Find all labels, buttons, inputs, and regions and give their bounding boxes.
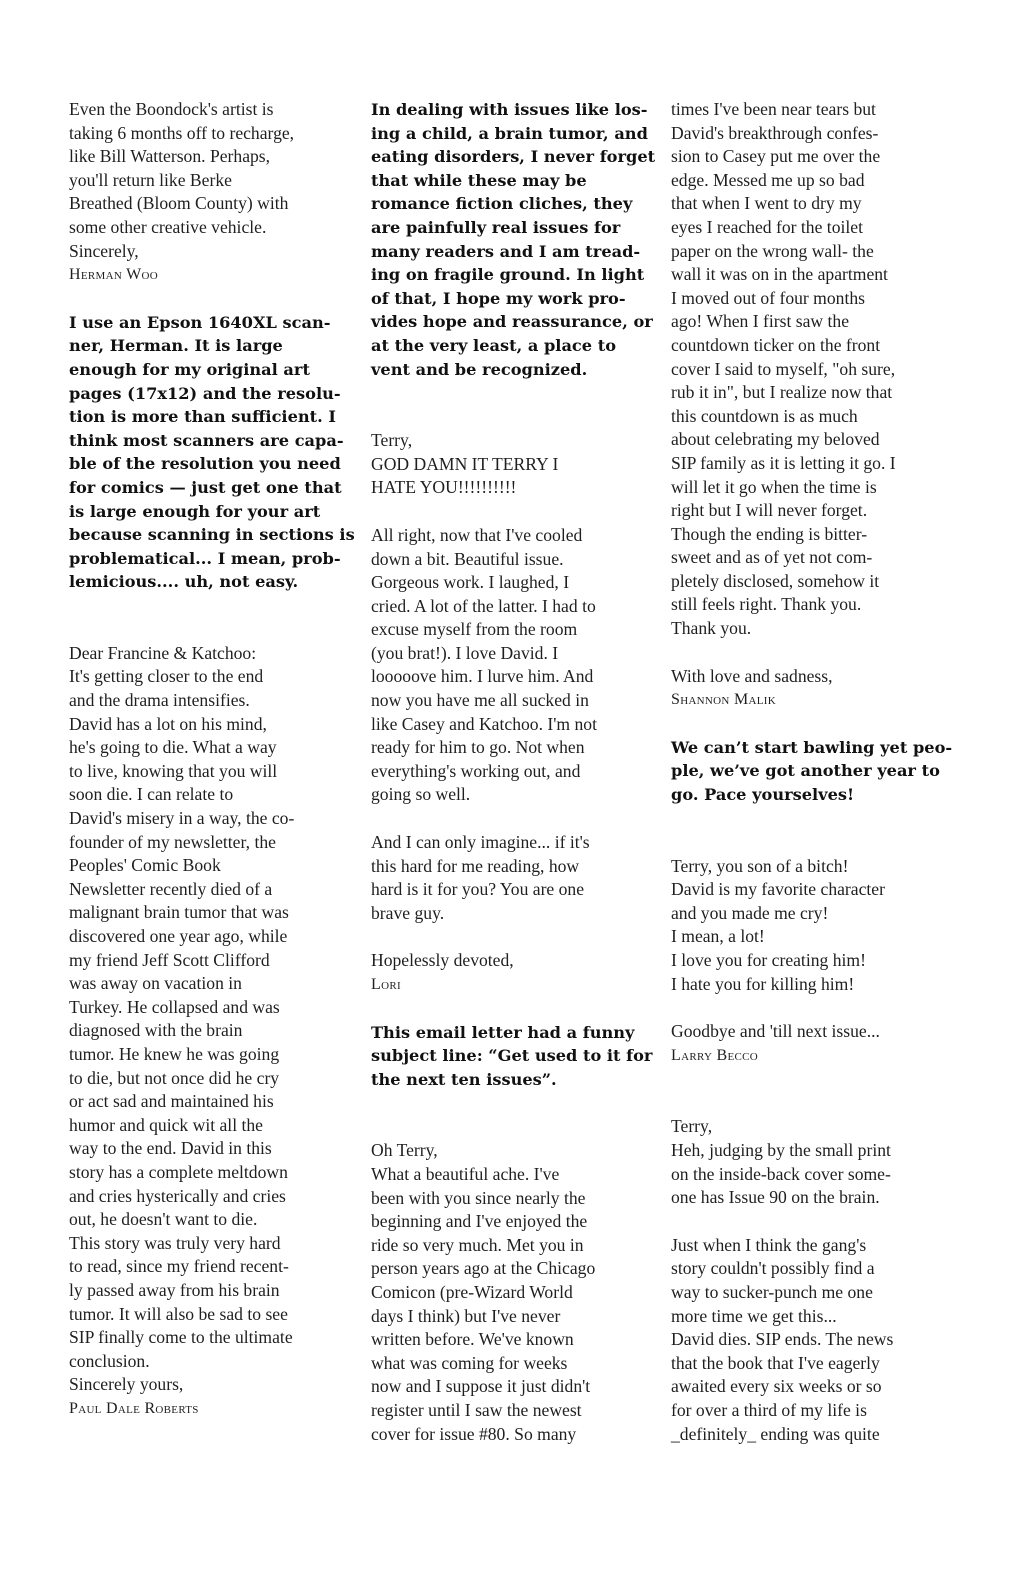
text-line: still feels right. Thank you. <box>671 594 862 615</box>
text-line: ing a child, a brain tumor, and <box>371 123 648 143</box>
block-spacer <box>371 925 659 949</box>
text-line: story has a complete meltdown <box>69 1161 288 1182</box>
text-line: like Casey and Katchoo. I'm not <box>371 713 597 734</box>
reader-letter <box>371 429 659 500</box>
text-line: way to sucker-punch me one <box>671 1281 873 1302</box>
block-spacer <box>671 807 961 855</box>
text-line: In dealing with issues like los- <box>371 100 648 119</box>
editor-reply <box>371 1021 659 1092</box>
letter-signature: Paul Dale Roberts <box>69 1399 199 1417</box>
text-line: wall it was on in the apartment <box>671 264 888 285</box>
text-line: been with you since nearly the <box>371 1187 586 1208</box>
text-line: Terry, <box>371 430 413 451</box>
block-spacer <box>671 712 961 736</box>
text-line: think most scanners are capa- <box>69 430 344 450</box>
column-right <box>671 98 961 1446</box>
text-line: sion to Casey put me over the <box>671 146 881 167</box>
text-line: for comics — just get one that <box>69 477 342 497</box>
text-line: diagnosed with the brain <box>69 1020 243 1041</box>
text-line: this countdown is as much <box>671 405 858 426</box>
text-line: because scanning in sections is <box>69 525 355 545</box>
text-line: malignant brain tumor that was <box>69 902 289 923</box>
text-line: pletely disclosed, somehow it <box>671 570 880 591</box>
text-line: and you made me cry! <box>671 902 829 923</box>
text-line: right but I will never forget. <box>671 500 868 521</box>
text-line: We can’t start bawling yet peo- <box>671 737 953 757</box>
text-line: David dies. SIP ends. The news <box>671 1329 894 1350</box>
letter-signature: Lori <box>371 976 401 993</box>
reader-letter <box>671 1020 961 1067</box>
text-line: rub it in", but I realize now that <box>671 382 893 403</box>
text-line: conclusion. <box>69 1350 150 1371</box>
text-line: some other creative vehicle. <box>69 216 267 237</box>
letter-signature: Larry Becco <box>671 1046 759 1064</box>
text-line: Sincerely yours, <box>69 1374 184 1395</box>
text-line: days I think) but I've never <box>371 1305 561 1326</box>
reader-letter <box>671 1115 961 1209</box>
text-line: more time we get this... <box>671 1305 837 1326</box>
block-spacer <box>371 997 659 1021</box>
text-line: HATE YOU!!!!!!!!!! <box>371 477 517 498</box>
text-line: SIP finally come to the ultimate <box>69 1327 293 1348</box>
text-line: going so well. <box>371 784 471 805</box>
block-spacer <box>671 1067 961 1115</box>
text-line: I use an Epson 1640XL scan- <box>69 312 331 332</box>
letter-signature: Herman Woo <box>69 266 158 284</box>
text-line: Peoples' Comic Book <box>69 855 221 876</box>
text-line: Oh Terry, <box>371 1140 438 1161</box>
text-line: Even the Boondock's artist is <box>69 99 274 119</box>
text-line: I love you for creating him! <box>671 950 866 970</box>
text-line: sweet and as of yet not com- <box>671 547 873 568</box>
reader-letter <box>371 1139 659 1446</box>
text-line: Terry, <box>671 1116 713 1137</box>
text-line: and cries hysterically and cries <box>69 1185 286 1206</box>
text-line: eating disorders, I never forget <box>371 147 656 167</box>
column-middle <box>371 98 659 1446</box>
text-line: All right, now that I've cooled <box>371 524 583 545</box>
text-line: story couldn't possibly find a <box>671 1258 875 1279</box>
text-line: ing on fragile ground. In light <box>371 265 645 285</box>
editor-reply <box>69 311 355 594</box>
reader-letter <box>371 524 659 807</box>
text-line: what was coming for weeks <box>371 1352 568 1373</box>
text-line: Dear Francine & Katchoo: <box>69 642 257 663</box>
text-line: ly passed away from his brain <box>69 1279 280 1300</box>
block-spacer <box>69 594 355 642</box>
text-line: ride so very much. Met you in <box>371 1234 584 1255</box>
text-line: Hopelessly devoted, <box>371 950 514 971</box>
text-line: David's misery in a way, the co- <box>69 808 295 829</box>
text-line: (you brat!). I love David. I <box>371 642 559 663</box>
text-line: ner, Herman. It is large <box>69 336 283 356</box>
text-line: hard is it for you? You are one <box>371 879 585 900</box>
block-spacer <box>371 1091 659 1139</box>
text-line: problematical... I mean, prob- <box>69 548 341 568</box>
text-line: for over a third of my life is <box>671 1399 867 1420</box>
text-line: David is my favorite character <box>671 879 885 900</box>
text-line: Goodbye and 'till next issue... <box>671 1021 880 1042</box>
text-line: will let it go when the time is <box>671 476 877 497</box>
text-line: ble of the resolution you need <box>69 454 341 474</box>
text-line: _definitely_ ending was quite <box>671 1423 880 1444</box>
reader-letter <box>671 1234 961 1446</box>
text-line: on the inside-back cover some- <box>671 1163 891 1184</box>
text-line: founder of my newsletter, the <box>69 831 276 852</box>
text-line: tion is more than sufficient. I <box>69 407 336 427</box>
block-spacer <box>69 287 355 311</box>
text-line: register until I saw the newest <box>371 1399 582 1420</box>
text-line: everything's working out, and <box>371 760 581 781</box>
text-line: and the drama intensifies. <box>69 690 250 711</box>
text-line: person years ago at the Chicago <box>371 1258 596 1279</box>
text-line: at the very least, a place to <box>371 335 617 355</box>
text-line: that the book that I've eagerly <box>671 1352 880 1373</box>
text-line: This email letter had a funny <box>371 1022 635 1042</box>
text-line: What a beautiful ache. I've <box>371 1163 560 1184</box>
text-line: countdown ticker on the front <box>671 334 881 355</box>
reader-letter <box>371 831 659 925</box>
text-line: was away on vacation in <box>69 973 242 994</box>
text-line: enough for my original art <box>69 359 310 379</box>
text-line: brave guy. <box>371 902 445 923</box>
text-line: Turkey. He collapsed and was <box>69 996 280 1017</box>
editor-reply <box>371 98 659 381</box>
text-line: or act sad and maintained his <box>69 1091 274 1112</box>
text-line: of that, I hope my work pro- <box>371 288 626 308</box>
reader-letter <box>671 855 961 997</box>
text-line: to live, knowing that you will <box>69 760 278 781</box>
text-line: Terry, you son of a bitch! <box>671 855 849 876</box>
text-line: written before. We've known <box>371 1329 574 1350</box>
text-line: vides hope and reassurance, or <box>371 312 653 332</box>
text-line: beginning and I've enjoyed the <box>371 1211 588 1232</box>
text-line: paper on the wrong wall- the <box>671 240 874 261</box>
text-line: subject line: “Get used to it for <box>371 1046 653 1066</box>
text-line: ready for him to go. Not when <box>371 737 585 758</box>
reader-letter <box>69 642 355 1421</box>
text-line: romance fiction cliches, they <box>371 194 633 214</box>
block-spacer <box>671 641 961 665</box>
text-line: looooove him. I lurve him. And <box>371 666 594 687</box>
text-line: excuse myself from the room <box>371 619 578 640</box>
text-line: to die, but not once did he cry <box>69 1067 280 1088</box>
text-line: this hard for me reading, how <box>371 855 580 876</box>
text-line: pages (17x12) and the resolu- <box>69 383 341 403</box>
text-line: And I can only imagine... if it's <box>371 832 590 853</box>
text-line: Though the ending is bitter- <box>671 523 868 544</box>
text-line: are painfully real issues for <box>371 217 621 237</box>
text-line: David's breakthrough confes- <box>671 122 879 143</box>
text-line: way to the end. David in this <box>69 1138 272 1159</box>
text-line: down a bit. Beautiful issue. <box>371 548 564 569</box>
text-line: my friend Jeff Scott Clifford <box>69 949 270 970</box>
text-line: It's getting closer to the end <box>69 666 264 687</box>
text-line: ago! When I first saw the <box>671 311 849 332</box>
block-spacer <box>371 381 659 429</box>
column-left <box>69 98 355 1420</box>
editor-reply <box>671 736 961 807</box>
block-spacer <box>671 996 961 1020</box>
text-line: taking 6 months off to recharge, <box>69 122 295 143</box>
text-line: now you have me all sucked in <box>371 690 589 711</box>
reader-letter <box>671 665 961 712</box>
text-line: ple, we’ve got another year to <box>671 761 940 781</box>
text-line: I mean, a lot! <box>671 926 765 947</box>
text-line: now and I suppose it just didn't <box>371 1376 591 1397</box>
text-line: cover I said to myself, "oh sure, <box>671 358 896 379</box>
text-line: Comicon (pre-Wizard World <box>371 1281 573 1302</box>
text-line: tumor. He knew he was going <box>69 1043 280 1064</box>
text-line: he's going to die. What a way <box>69 737 277 758</box>
text-line: like Bill Watterson. Perhaps, <box>69 146 271 167</box>
text-line: is large enough for your art <box>69 501 321 521</box>
text-line: you'll return like Berke <box>69 169 232 190</box>
text-line: about celebrating my beloved <box>671 429 880 450</box>
text-line: Heh, judging by the small print <box>671 1139 891 1160</box>
text-line: humor and quick wit all the <box>69 1114 263 1135</box>
text-line: soon die. I can relate to <box>69 784 234 805</box>
text-line: Sincerely, <box>69 240 139 261</box>
text-line: Newsletter recently died of a <box>69 878 273 899</box>
reader-letter <box>671 98 961 641</box>
text-line: Thank you. <box>671 618 752 639</box>
text-line: to read, since my friend recent- <box>69 1256 289 1277</box>
text-line: edge. Messed me up so bad <box>671 169 865 190</box>
block-spacer <box>371 807 659 831</box>
text-line: David has a lot on his mind, <box>69 713 267 734</box>
text-line: I hate you for killing him! <box>671 973 855 994</box>
letter-signature: Shannon Malik <box>671 691 776 709</box>
text-line: Gorgeous work. I laughed, I <box>371 572 570 593</box>
text-line: With love and sadness, <box>671 665 833 686</box>
text-line: Just when I think the gang's <box>671 1234 867 1255</box>
text-line: many readers and I am tread- <box>371 241 641 261</box>
text-line: lemicious.... uh, not easy. <box>69 572 299 592</box>
reader-letter <box>371 949 659 996</box>
text-line: tumor. It will also be sad to see <box>69 1303 288 1324</box>
reader-letter <box>69 98 355 287</box>
text-line: cover for issue #80. So many <box>371 1423 577 1444</box>
block-spacer <box>371 500 659 524</box>
text-line: out, he doesn't want to die. <box>69 1209 258 1230</box>
text-line: cried. A lot of the latter. I had to <box>371 595 596 616</box>
text-line: that while these may be <box>371 170 587 190</box>
text-line: eyes I reached for the toilet <box>671 216 863 237</box>
text-line: awaited every six weeks or so <box>671 1376 882 1397</box>
text-line: This story was truly very hard <box>69 1232 281 1253</box>
text-line: go. Pace yourselves! <box>671 785 855 805</box>
text-line: the next ten issues”. <box>371 1069 557 1089</box>
text-line: discovered one year ago, while <box>69 926 288 946</box>
text-line: GOD DAMN IT TERRY I <box>371 453 559 474</box>
text-line: times I've been near tears but <box>671 99 876 119</box>
text-line: Breathed (Bloom County) with <box>69 193 289 214</box>
text-line: vent and be recognized. <box>371 359 588 379</box>
block-spacer <box>671 1210 961 1234</box>
text-line: one has Issue 90 on the brain. <box>671 1187 880 1208</box>
text-line: that when I went to dry my <box>671 193 862 214</box>
text-line: SIP family as it is letting it go. I <box>671 452 896 473</box>
text-line: I moved out of four months <box>671 287 865 308</box>
